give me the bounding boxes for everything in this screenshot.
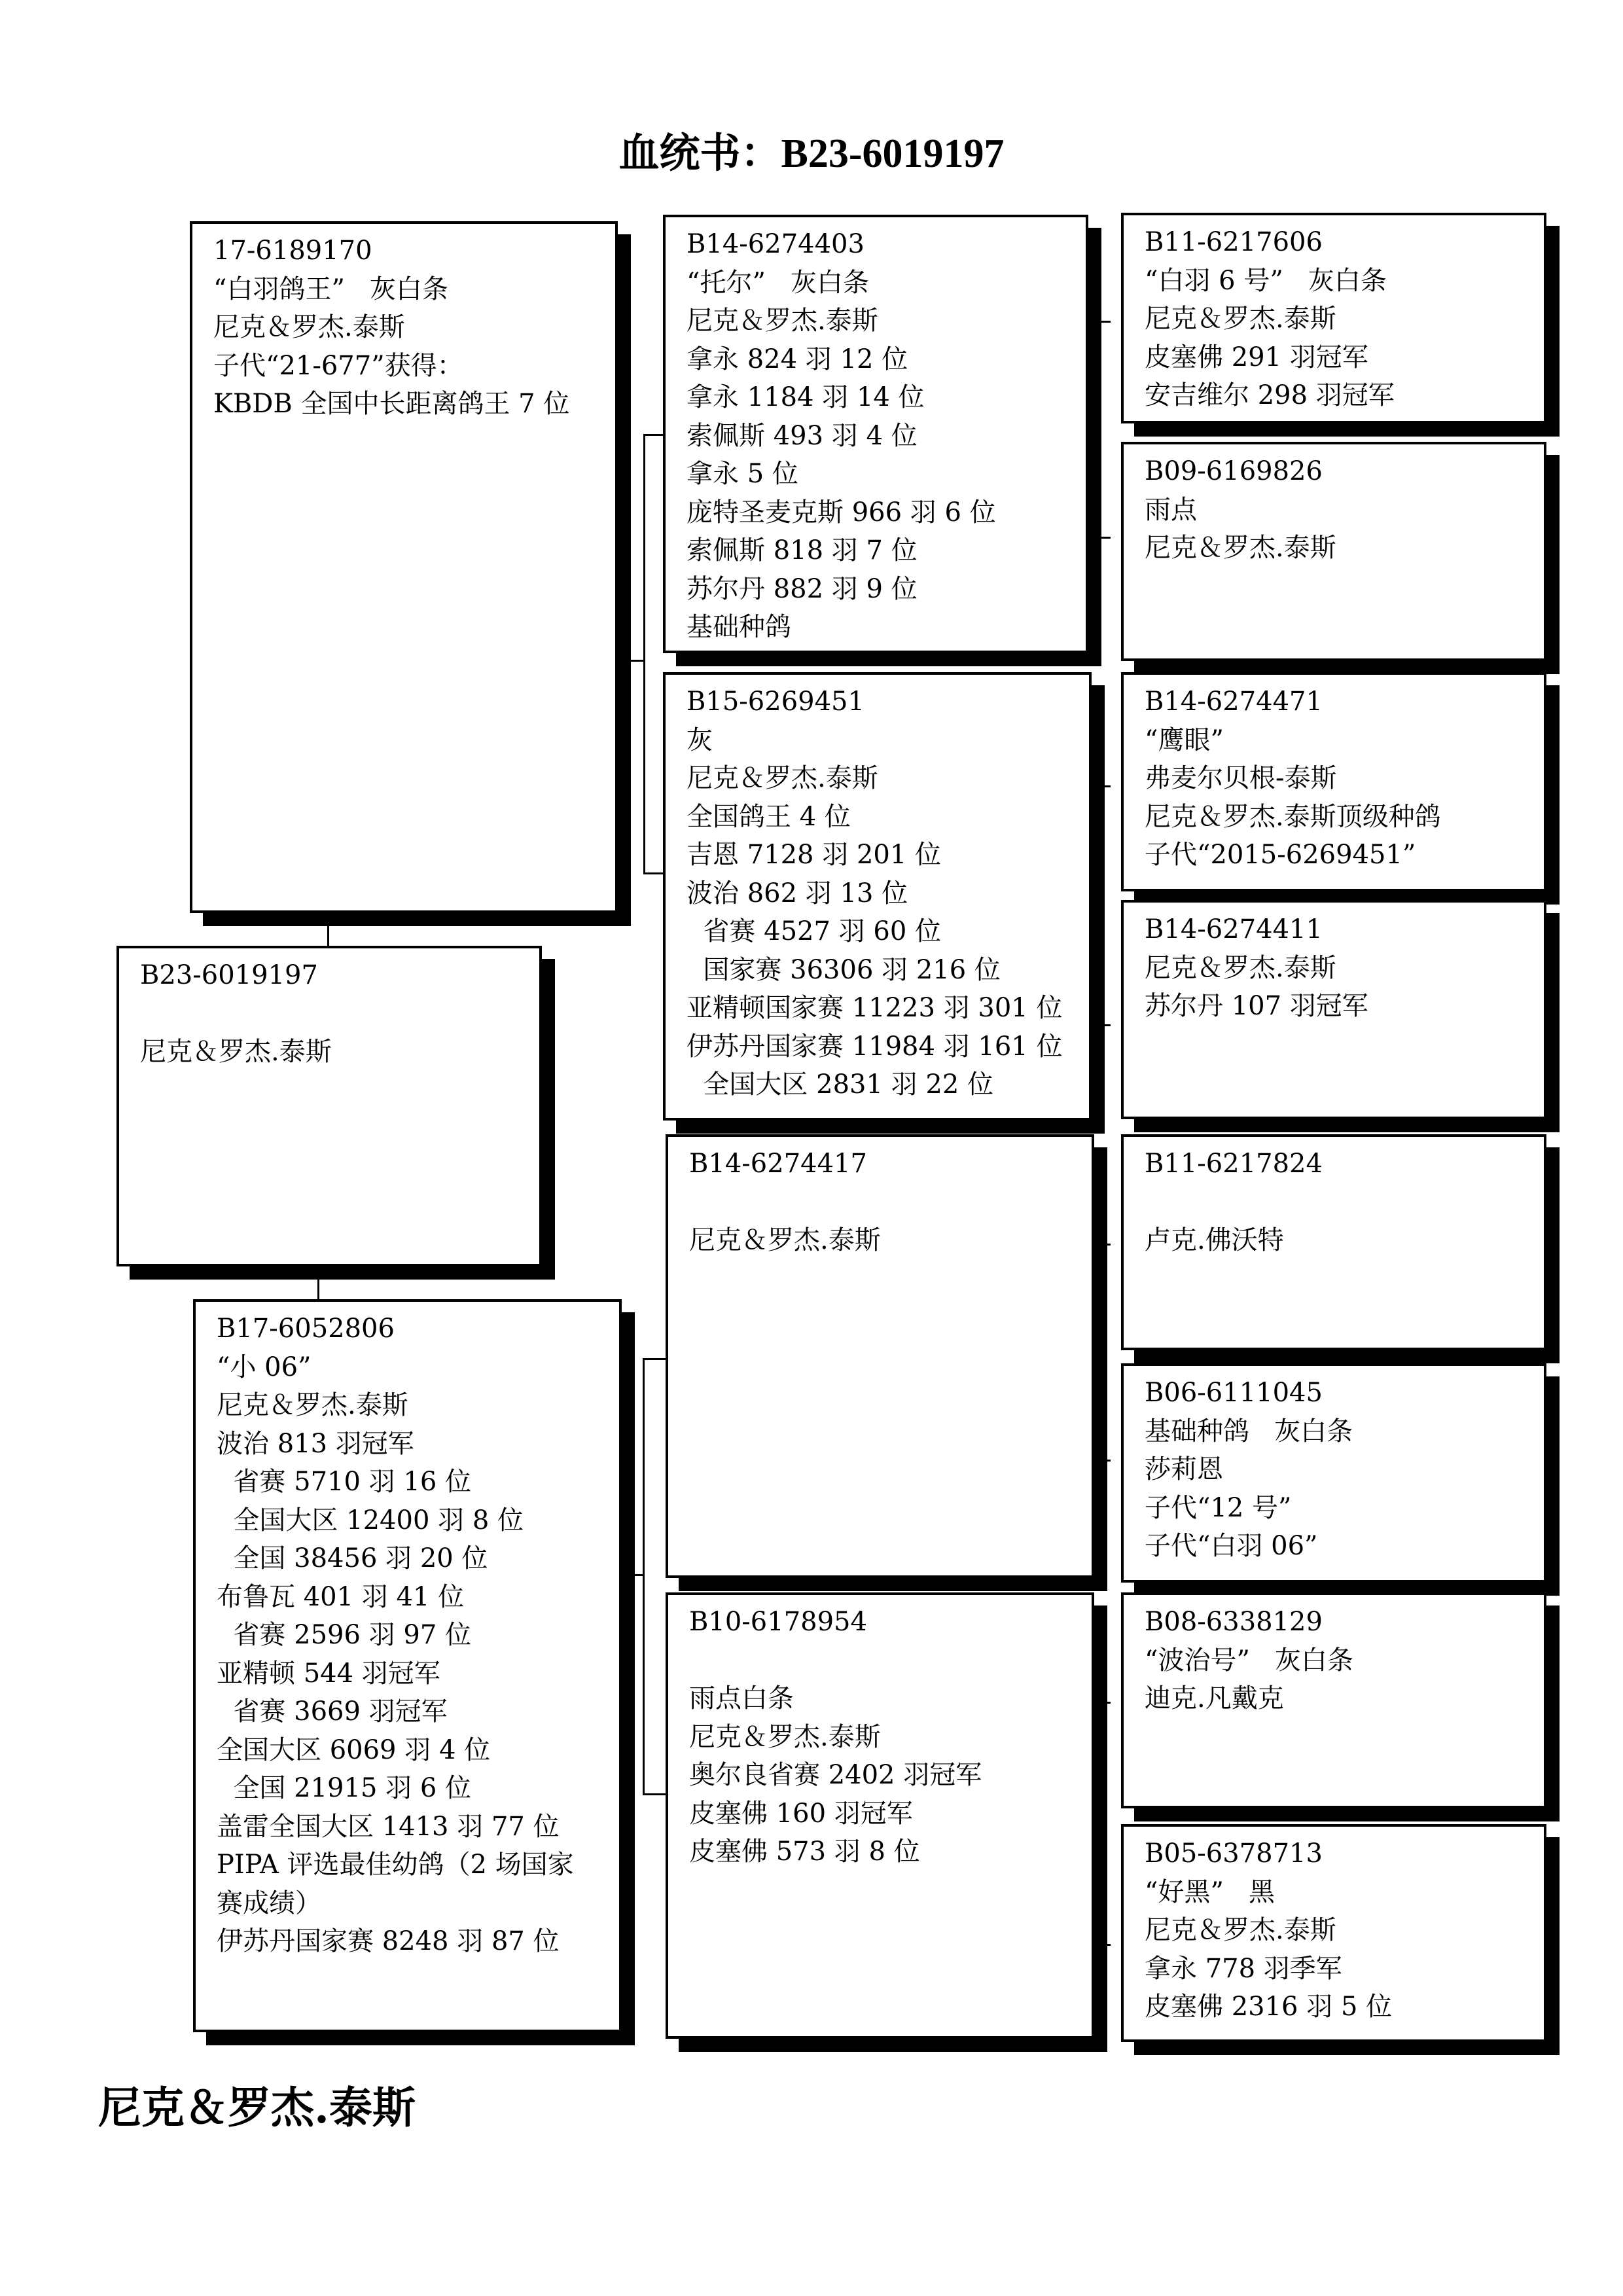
pedigree-line: 子代“21-677”获得：: [213, 350, 463, 381]
ring-number: B14-6274411: [1145, 914, 1323, 944]
pedigree-line: 索佩斯 818 羽 7 位: [687, 535, 918, 565]
pedigree-line: 尼克＆罗杰.泰斯: [1145, 1915, 1336, 1945]
pedigree-line: 波治 862 羽 13 位: [687, 878, 908, 908]
pedigree-line: 奥尔良省赛 2402 羽冠军: [689, 1760, 982, 1790]
subject-card: [116, 946, 542, 1266]
pedigree-line: 庞特圣麦克斯 966 羽 6 位: [687, 497, 996, 528]
pedigree-line: 莎莉恩: [1145, 1454, 1223, 1484]
pedigree-line: 索佩斯 493 羽 4 位: [687, 420, 918, 451]
connector: [1094, 321, 1096, 537]
pedigree-line: 国家赛 36306 羽 216 位: [687, 954, 1001, 985]
pedigree-line: 布鲁瓦 401 羽 41 位: [217, 1581, 465, 1612]
pedigree-line: 伊苏丹国家赛 11984 羽 161 位: [687, 1031, 1063, 1062]
pedigree-line: 卢克.佛沃特: [1145, 1225, 1284, 1255]
pedigree-line: 拿永 824 羽 12 位: [687, 344, 908, 374]
connector: [1094, 785, 1111, 787]
pedigree-line: 全国大区 12400 羽 8 位: [217, 1505, 524, 1535]
pedigree-line: “白羽 6 号” 灰白条: [1145, 265, 1387, 296]
pedigree-line: 尼克＆罗杰.泰斯: [689, 1721, 881, 1752]
pedigree-line: 亚精顿 544 羽冠军: [217, 1658, 440, 1689]
pedigree-line: 全国大区 2831 羽 22 位: [687, 1069, 993, 1100]
dam-card: [193, 1299, 622, 2032]
ring-number: B14-6274471: [1145, 687, 1323, 717]
pedigree-line: 皮塞佛 2316 羽 5 位: [1145, 1992, 1393, 2022]
dsd-card: [1121, 1363, 1546, 1583]
ring-number: B08-6338129: [1145, 1607, 1323, 1637]
pedigree-line: [687, 647, 1086, 654]
pedigree-line: 波治 813 羽冠军: [217, 1428, 414, 1459]
pedigree-line: 盖雷全国大区 1413 羽 77 位: [217, 1811, 560, 1842]
connector: [618, 660, 644, 662]
connector: [1097, 1702, 1111, 1704]
pedigree-line: 拿永 1184 羽 14 位: [687, 382, 925, 412]
ddd-card: [1121, 1824, 1546, 2042]
dam-sire-card: [666, 1134, 1094, 1578]
pedigree-line: “鹰眼”: [1145, 725, 1224, 755]
ring-number: B10-6178954: [689, 1607, 867, 1637]
connector: [1097, 1944, 1111, 1946]
connector: [622, 1574, 643, 1576]
sdd-card: [1121, 900, 1546, 1119]
connector: [1097, 1244, 1111, 1246]
connector: [1094, 785, 1096, 1024]
pedigree-line: 尼克＆罗杰.泰斯: [213, 312, 405, 342]
pedigree-line: 拿永 778 羽季军: [1145, 1953, 1342, 1984]
pedigree-line: 尼克＆罗杰.泰斯: [687, 763, 878, 793]
connector: [643, 1358, 645, 1793]
connector: [643, 434, 663, 436]
pedigree-line: 苏尔丹 107 羽冠军: [1145, 991, 1368, 1021]
pedigree-line: 基础种鸽: [687, 612, 791, 642]
ring-number: B09-6169826: [1145, 456, 1323, 486]
connector: [643, 434, 645, 872]
pedigree-line: 基础种鸽 灰白条: [1145, 1416, 1353, 1446]
connector: [643, 1793, 666, 1795]
connector: [1097, 1460, 1111, 1462]
pedigree-line: 赛成绩）: [217, 1888, 321, 1918]
pedigree-line: 安吉维尔 298 羽冠军: [1145, 380, 1395, 410]
sire-card: [190, 221, 618, 913]
pedigree-line: 皮塞佛 291 羽冠军: [1145, 342, 1368, 372]
connector: [1094, 321, 1111, 323]
pedigree-line: 弗麦尔贝根-泰斯: [1145, 763, 1337, 793]
connector: [317, 1266, 319, 1299]
ring-number: B11-6217824: [1145, 1149, 1323, 1179]
pedigree-line: [689, 1641, 1092, 1680]
pedigree-line: 尼克＆罗杰.泰斯: [1145, 304, 1336, 334]
pedigree-line: 全国 21915 羽 6 位: [217, 1773, 471, 1803]
pedigree-line: 全国鸽王 4 位: [687, 801, 851, 832]
pedigree-line: “波治号” 灰白条: [1145, 1645, 1354, 1676]
pedigree-line: 子代“12 号”: [1145, 1492, 1292, 1523]
pedigree-line: 全国 38456 羽 20 位: [217, 1543, 488, 1573]
pedigree-line: 亚精顿国家赛 11223 羽 301 位: [687, 993, 1063, 1023]
sds-card: [1121, 672, 1546, 891]
pedigree-line: 苏尔丹 882 羽 9 位: [687, 573, 918, 604]
pedigree-line: 灰: [687, 725, 713, 755]
ring-number: 17-6189170: [213, 236, 372, 266]
connector: [1094, 1024, 1111, 1026]
pedigree-line: 尼克＆罗杰.泰斯: [687, 306, 878, 336]
ring-number: B17-6052806: [217, 1314, 395, 1344]
pedigree-line: 雨点: [1145, 494, 1197, 525]
pedigree-line: 皮塞佛 573 羽 8 位: [689, 1837, 920, 1867]
pedigree-line: [689, 1183, 1092, 1222]
pedigree-line: 迪克.凡戴克: [1145, 1683, 1284, 1713]
connector: [1094, 537, 1111, 539]
pedigree-line: 子代“2015-6269451”: [1145, 840, 1416, 870]
pedigree-line: 省赛 2596 羽 97 位: [217, 1620, 471, 1650]
sss-card: [1121, 213, 1546, 423]
pedigree-line: 全国大区 6069 羽 4 位: [217, 1734, 491, 1765]
pedigree-line: [140, 995, 539, 1033]
pedigree-line: 伊苏丹国家赛 8248 羽 87 位: [217, 1926, 560, 1956]
pedigree-line: “小 06”: [217, 1352, 312, 1382]
dam-dam-card: [666, 1592, 1094, 2039]
pedigree-line: “白羽鸽王” 灰白条: [213, 274, 449, 304]
pedigree-line: 尼克＆罗杰.泰斯: [689, 1225, 881, 1255]
pedigree-line: 尼克＆罗杰.泰斯: [1145, 533, 1336, 563]
connector: [1097, 1244, 1099, 1460]
ring-number: B14-6274403: [687, 229, 865, 259]
pedigree-line: 尼克＆罗杰.泰斯: [1145, 952, 1336, 983]
ring-number: B14-6274417: [689, 1149, 867, 1179]
pedigree-line: 尼克＆罗杰.泰斯: [140, 1037, 332, 1067]
pedigree-line: “托尔” 灰白条: [687, 267, 870, 298]
pedigree-title: 血统书：B23-6019197: [618, 132, 1005, 176]
pedigree-line: PIPA 评选最佳幼鸽（2 场国家: [217, 1850, 574, 1880]
pedigree-line: 省赛 3669 羽冠军: [217, 1696, 448, 1727]
breeder-footer: 尼克＆罗杰.泰斯: [98, 2082, 416, 2133]
connector: [643, 872, 663, 874]
pedigree-line: 雨点白条: [689, 1683, 794, 1713]
dds-card: [1121, 1592, 1546, 1808]
dss-card: [1121, 1134, 1546, 1350]
sire-dam-card: [663, 672, 1092, 1121]
sire-sire-card: [663, 215, 1088, 653]
pedigree-line: 皮塞佛 160 羽冠军: [689, 1798, 913, 1829]
pedigree-line: 省赛 5710 羽 16 位: [217, 1467, 471, 1497]
pedigree-line: KBDB 全国中长距离鸽王 7 位: [213, 389, 570, 419]
connector: [643, 1358, 666, 1360]
ring-number: B23-6019197: [140, 960, 318, 990]
ring-number: B05-6378713: [1145, 1839, 1323, 1869]
ring-number: B15-6269451: [687, 687, 865, 717]
pedigree-line: [1145, 1183, 1544, 1222]
pedigree-line: 省赛 4527 羽 60 位: [687, 916, 941, 946]
pedigree-line: 尼克＆罗杰.泰斯顶级种鸽: [1145, 801, 1441, 832]
pedigree-line: 子代“白羽 06”: [1145, 1531, 1318, 1561]
connector: [327, 913, 329, 946]
ring-number: B06-6111045: [1145, 1378, 1323, 1408]
pedigree-line: “好黑” 黑: [1145, 1876, 1275, 1907]
ring-number: B11-6217606: [1145, 227, 1323, 257]
pedigree-line: 拿永 5 位: [687, 459, 798, 489]
pedigree-line: 尼克＆罗杰.泰斯: [217, 1390, 408, 1420]
pedigree-line: 吉恩 7128 羽 201 位: [687, 840, 942, 870]
ssd-card: [1121, 442, 1546, 661]
connector: [1097, 1702, 1099, 1944]
